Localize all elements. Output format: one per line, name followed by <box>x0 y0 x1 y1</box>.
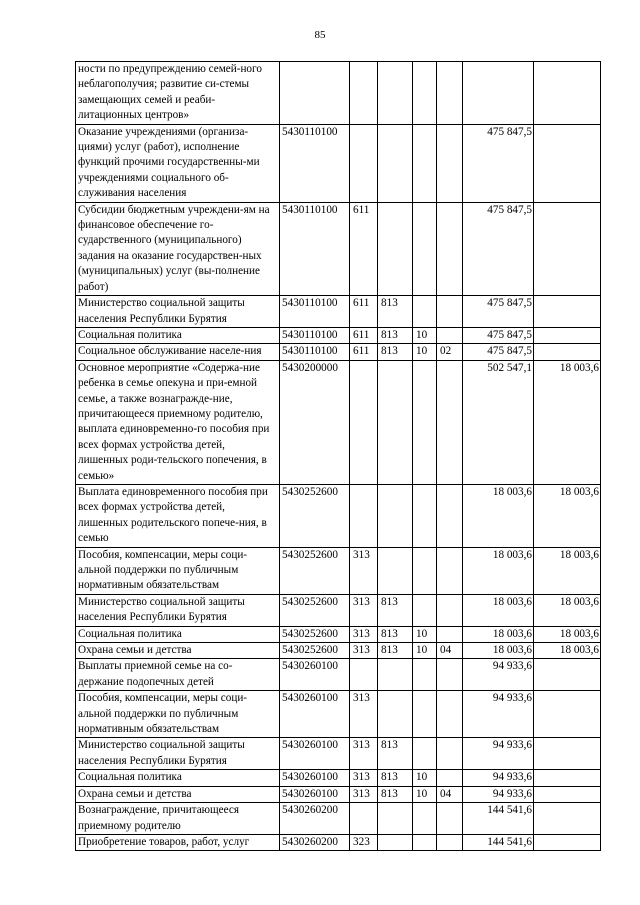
cell-amount-total: 18 003,6 <box>463 594 534 626</box>
cell-section <box>413 484 437 547</box>
cell-amount-federal <box>534 344 601 360</box>
cell-name: Социальная политика <box>76 327 280 343</box>
cell-subsection <box>437 691 463 738</box>
cell-amount-total: 18 003,6 <box>463 643 534 659</box>
cell-target-article: 5430260100 <box>280 691 350 738</box>
cell-target-article: 5430252600 <box>280 643 350 659</box>
cell-expense-type: 313 <box>350 786 378 802</box>
cell-ministry-code: 813 <box>378 786 413 802</box>
cell-subsection <box>437 803 463 835</box>
cell-amount-total: 94 933,6 <box>463 770 534 786</box>
cell-section <box>413 360 437 484</box>
cell-ministry-code <box>378 360 413 484</box>
cell-expense-type: 611 <box>350 327 378 343</box>
cell-subsection <box>437 659 463 691</box>
cell-subsection <box>437 834 463 850</box>
cell-section <box>413 659 437 691</box>
cell-section <box>413 594 437 626</box>
cell-amount-federal: 18 003,6 <box>534 626 601 642</box>
cell-amount-total: 144 541,6 <box>463 803 534 835</box>
cell-name: Пособия, компенсации, меры соци-альной поддержки по публичным нормативным обязательствам <box>76 691 280 738</box>
cell-expense-type: 313 <box>350 626 378 642</box>
table-row <box>76 62 601 125</box>
cell-subsection: 04 <box>437 786 463 802</box>
cell-expense-type: 611 <box>350 202 378 295</box>
cell-expense-type <box>350 484 378 547</box>
cell-amount-federal <box>534 124 601 202</box>
cell-ministry-code <box>378 659 413 691</box>
cell-target-article: 5430110100 <box>280 296 350 328</box>
cell-ministry-code <box>378 124 413 202</box>
table-body <box>76 62 601 851</box>
cell-subsection <box>437 296 463 328</box>
cell-target-article: 5430260100 <box>280 770 350 786</box>
cell-expense-type <box>350 62 378 125</box>
cell-ministry-code: 813 <box>378 327 413 343</box>
cell-target-article: 5430252600 <box>280 626 350 642</box>
cell-subsection <box>437 62 463 125</box>
cell-amount-federal: 18 003,6 <box>534 643 601 659</box>
cell-subsection <box>437 770 463 786</box>
cell-expense-type <box>350 360 378 484</box>
cell-target-article: 5430110100 <box>280 344 350 360</box>
table-row <box>76 659 601 691</box>
cell-ministry-code <box>378 803 413 835</box>
table-row <box>76 626 601 642</box>
cell-expense-type: 313 <box>350 594 378 626</box>
cell-amount-federal: 18 003,6 <box>534 484 601 547</box>
cell-amount-federal <box>534 659 601 691</box>
cell-target-article: 5430260100 <box>280 786 350 802</box>
cell-amount-total: 475 847,5 <box>463 124 534 202</box>
cell-section <box>413 691 437 738</box>
cell-name: Оказание учреждениями (организа-циями) услуг (работ), исполнение функций прочими государственны-ми учреждениями социального об-служивания населения <box>76 124 280 202</box>
cell-expense-type: 313 <box>350 547 378 594</box>
cell-amount-total: 475 847,5 <box>463 296 534 328</box>
table-row <box>76 344 601 360</box>
cell-name: Охрана семьи и детства <box>76 786 280 802</box>
cell-subsection <box>437 360 463 484</box>
cell-section <box>413 62 437 125</box>
cell-target-article: 5430260200 <box>280 834 350 850</box>
cell-ministry-code: 813 <box>378 738 413 770</box>
cell-section <box>413 202 437 295</box>
cell-section: 10 <box>413 786 437 802</box>
cell-amount-total <box>463 62 534 125</box>
table-row <box>76 202 601 295</box>
cell-section <box>413 296 437 328</box>
cell-section <box>413 547 437 594</box>
cell-expense-type <box>350 124 378 202</box>
cell-name: Выплаты приемной семье на со-держание подопечных детей <box>76 659 280 691</box>
cell-section <box>413 803 437 835</box>
cell-ministry-code: 813 <box>378 594 413 626</box>
cell-name: Охрана семьи и детства <box>76 643 280 659</box>
cell-target-article: 5430252600 <box>280 484 350 547</box>
table-row <box>76 124 601 202</box>
cell-expense-type <box>350 803 378 835</box>
cell-amount-total: 94 933,6 <box>463 659 534 691</box>
cell-target-article: 5430252600 <box>280 547 350 594</box>
cell-expense-type: 323 <box>350 834 378 850</box>
cell-amount-total: 475 847,5 <box>463 344 534 360</box>
cell-section: 10 <box>413 344 437 360</box>
cell-amount-total: 18 003,6 <box>463 547 534 594</box>
table-row <box>76 786 601 802</box>
cell-name: Основное мероприятие «Содержа-ние ребенка в семье опекуна и при-емной семье, а также вознагражде-ние, причитающееся приемному родителю, выплата единовременно-го пособия при всех формах устройства детей, лишенных роди-тельского попечения, в семью» <box>76 360 280 484</box>
cell-ministry-code <box>378 62 413 125</box>
table-row <box>76 738 601 770</box>
cell-amount-federal: 18 003,6 <box>534 547 601 594</box>
cell-ministry-code: 813 <box>378 626 413 642</box>
cell-subsection: 04 <box>437 643 463 659</box>
cell-amount-federal <box>534 202 601 295</box>
cell-name: Социальная политика <box>76 626 280 642</box>
cell-ministry-code: 813 <box>378 296 413 328</box>
cell-section <box>413 834 437 850</box>
cell-subsection <box>437 547 463 594</box>
cell-amount-federal <box>534 834 601 850</box>
cell-subsection <box>437 594 463 626</box>
cell-amount-federal: 18 003,6 <box>534 360 601 484</box>
cell-section: 10 <box>413 770 437 786</box>
table-row <box>76 691 601 738</box>
cell-ministry-code <box>378 834 413 850</box>
table-row <box>76 547 601 594</box>
table-row <box>76 643 601 659</box>
cell-target-article: 5430110100 <box>280 202 350 295</box>
cell-expense-type: 313 <box>350 691 378 738</box>
cell-expense-type: 611 <box>350 296 378 328</box>
cell-target-article: 5430260200 <box>280 803 350 835</box>
cell-amount-federal <box>534 62 601 125</box>
cell-name: Приобретение товаров, работ, услуг <box>76 834 280 850</box>
cell-amount-total: 144 541,6 <box>463 834 534 850</box>
table-row <box>76 484 601 547</box>
table-row <box>76 803 601 835</box>
cell-subsection <box>437 327 463 343</box>
cell-ministry-code: 813 <box>378 770 413 786</box>
cell-amount-total: 94 933,6 <box>463 738 534 770</box>
cell-subsection <box>437 626 463 642</box>
cell-name: Пособия, компенсации, меры соци-альной поддержки по публичным нормативным обязательствам <box>76 547 280 594</box>
table-row <box>76 834 601 850</box>
cell-section <box>413 124 437 202</box>
cell-subsection <box>437 202 463 295</box>
cell-name: Вознаграждение, причитающееся приемному родителю <box>76 803 280 835</box>
table-row <box>76 296 601 328</box>
table-row <box>76 360 601 484</box>
table-row <box>76 770 601 786</box>
cell-amount-federal <box>534 327 601 343</box>
cell-target-article: 5430110100 <box>280 327 350 343</box>
cell-amount-total: 475 847,5 <box>463 202 534 295</box>
cell-subsection <box>437 738 463 770</box>
cell-subsection: 02 <box>437 344 463 360</box>
cell-name: Субсидии бюджетным учреждени-ям на финансовое обеспечение го-сударственного (муниципального) задания на оказание государствен-ных (муниципальных) услуг (вы-полнение работ) <box>76 202 280 295</box>
cell-name: ности по предупреждению семей-ного неблагополучия; развитие си-стемы замещающих семей и реаби-литационных центров» <box>76 62 280 125</box>
cell-section: 10 <box>413 327 437 343</box>
cell-ministry-code: 813 <box>378 643 413 659</box>
cell-amount-federal <box>534 770 601 786</box>
cell-amount-total: 502 547,1 <box>463 360 534 484</box>
cell-name: Социальная политика <box>76 770 280 786</box>
cell-amount-federal <box>534 803 601 835</box>
cell-subsection <box>437 484 463 547</box>
cell-section: 10 <box>413 643 437 659</box>
cell-expense-type: 313 <box>350 770 378 786</box>
cell-name: Министерство социальной защиты населения Республики Бурятия <box>76 738 280 770</box>
cell-ministry-code <box>378 547 413 594</box>
cell-target-article: 5430260100 <box>280 738 350 770</box>
cell-amount-total: 94 933,6 <box>463 691 534 738</box>
cell-expense-type: 611 <box>350 344 378 360</box>
cell-ministry-code <box>378 202 413 295</box>
cell-target-article: 5430200000 <box>280 360 350 484</box>
cell-amount-total: 94 933,6 <box>463 786 534 802</box>
cell-section <box>413 738 437 770</box>
cell-amount-federal <box>534 738 601 770</box>
cell-name: Выплата единовременного пособия при всех формах устройства детей, лишенных родительского попече-ния, в семью <box>76 484 280 547</box>
cell-ministry-code <box>378 691 413 738</box>
budget-table <box>75 61 601 851</box>
cell-amount-federal: 18 003,6 <box>534 594 601 626</box>
cell-name: Министерство социальной защиты населения Республики Бурятия <box>76 594 280 626</box>
cell-name: Министерство социальной защиты населения Республики Бурятия <box>76 296 280 328</box>
cell-ministry-code: 813 <box>378 344 413 360</box>
cell-target-article: 5430252600 <box>280 594 350 626</box>
cell-target-article <box>280 62 350 125</box>
cell-name: Социальное обслуживание населе-ния <box>76 344 280 360</box>
page-number: 85 <box>314 29 326 41</box>
cell-amount-federal <box>534 786 601 802</box>
cell-amount-total: 18 003,6 <box>463 626 534 642</box>
cell-ministry-code <box>378 484 413 547</box>
cell-amount-federal <box>534 691 601 738</box>
cell-amount-total: 18 003,6 <box>463 484 534 547</box>
cell-amount-total: 475 847,5 <box>463 327 534 343</box>
table-row <box>76 327 601 343</box>
cell-expense-type <box>350 659 378 691</box>
cell-amount-federal <box>534 296 601 328</box>
cell-section: 10 <box>413 626 437 642</box>
table-row <box>76 594 601 626</box>
cell-target-article: 5430110100 <box>280 124 350 202</box>
cell-expense-type: 313 <box>350 643 378 659</box>
cell-subsection <box>437 124 463 202</box>
cell-expense-type: 313 <box>350 738 378 770</box>
cell-target-article: 5430260100 <box>280 659 350 691</box>
